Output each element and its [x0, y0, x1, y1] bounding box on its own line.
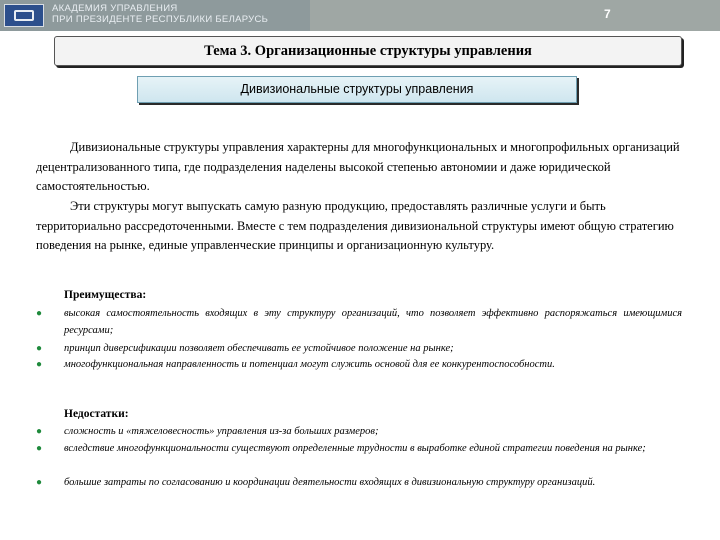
disadvantage-item-2	[36, 441, 682, 458]
advantage-text-2: принцип диверсификации позволяет обеспечивать ее устойчивое положение на рынке;	[64, 343, 454, 354]
advantage-item-2	[36, 341, 682, 358]
disadvantage-text-3: большие затраты по согласованию и координации деятельности входящих в дивизиональную структуру организаций.	[64, 477, 596, 488]
org-line-1: АКАДЕМИЯ УПРАВЛЕНИЯ	[52, 3, 178, 14]
organization-name	[52, 3, 268, 25]
paragraph-2: Эти структуры могут выпускать самую разную продукцию, предоставлять различные услуги и быть территориально рассредоточенными. Вместе с тем подразделения дивизиональной структуры имеют общую стратегию поведения на рынке, единые управленческие принципы и организационную культуру.	[36, 199, 674, 252]
bullet-icon: ●	[36, 426, 43, 437]
advantage-text-1: высокая самостоятельность входящих в эту структуру организаций, что позволяет эффективно распоряжаться имеющимися ресурсами;	[64, 308, 682, 336]
bullet-icon: ●	[36, 359, 43, 370]
logo-area	[0, 0, 310, 31]
bullet-icon: ●	[36, 443, 43, 454]
advantages-heading: Преимущества:	[64, 289, 147, 301]
academy-logo-icon	[4, 4, 44, 27]
paragraph-1: Дивизиональные структуры управления характерны для многофункциональных и многопрофильных организаций децентрализованного типа, где подразделения наделены высокой степенью автономии и даже юридической самостоятельностью.	[36, 140, 680, 193]
slide-subtitle: Дивизиональные структуры управления	[137, 76, 577, 103]
page-number: 7	[604, 7, 611, 21]
slide-title: Тема 3. Организационные структуры управления	[54, 36, 682, 66]
advantage-text-3: многофункциональная направленность и потенциал могут служить основой для ее конкурентоспособности.	[64, 359, 555, 370]
bullet-icon: ●	[36, 308, 43, 319]
bullet-icon: ●	[36, 343, 43, 354]
advantage-item-3	[36, 357, 682, 374]
disadvantage-text-1: сложность и «тяжеловесность» управления из-за больших размеров;	[64, 426, 379, 437]
disadvantage-item-1	[36, 424, 682, 441]
disadvantage-item-3	[36, 475, 682, 492]
advantage-item-1	[36, 306, 682, 339]
disadvantages-heading: Недостатки:	[64, 408, 129, 420]
disadvantage-text-2: вследствие многофункциональности существуют определенные трудности в выработке единой стратегии поведения на рынке;	[64, 443, 646, 454]
bullet-icon: ●	[36, 477, 43, 488]
header-bar	[0, 0, 720, 31]
org-line-2: ПРИ ПРЕЗИДЕНТЕ РЕСПУБЛИКИ БЕЛАРУСЬ	[52, 14, 269, 25]
